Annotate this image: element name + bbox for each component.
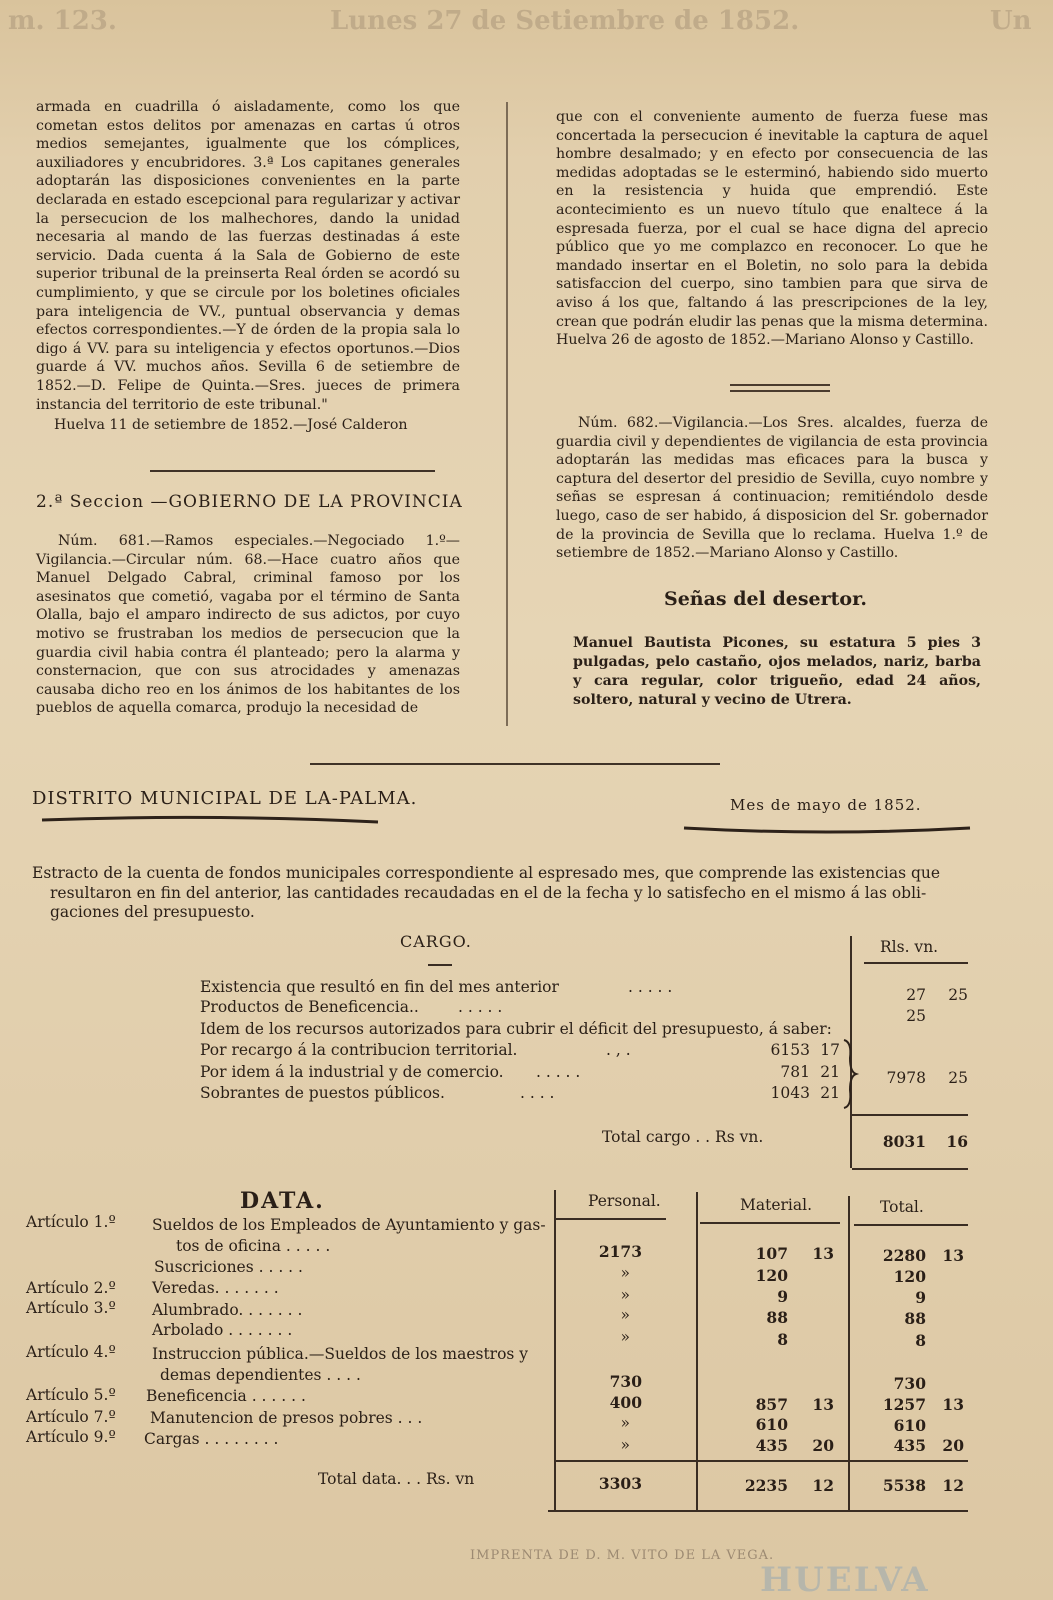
cargo-row-amount: 27 bbox=[906, 986, 926, 1004]
data-material-cents: 13 bbox=[812, 1395, 834, 1414]
notice-681-continued: que con el conveniente aumento de fuerza fuese mas concertada la persecucion é inevitable la captura de aquel hombre desalmado; y en efecto por consecuencia de las medidas adoptadas se le esterminó, habiendo sido muerto en la resistencia y huida que emprendió. Este acontecimiento es un nuevo título que enaltece á la espresada fuerza, por el cual se hace digna del aprecio público que yo me complazco en reconocer. Lo que he mandado insertar en el Boletin, no solo para la debida satisfaccion del cuerpo, sino tambien para que sirva de aviso á los que, faltando á las prescripciones de la ley, crean que podrán eludir las penas que la misma determina. Huelva 26 de agosto de 1852.—Mariano Alonso y Castillo. bbox=[556, 109, 988, 349]
masthead bbox=[0, 0, 1053, 42]
data-material-cents: 13 bbox=[812, 1244, 834, 1263]
cargo-row-dots: . . . . . bbox=[458, 998, 503, 1016]
cargo-row-dots: . . . . . bbox=[536, 1063, 581, 1081]
data-concept: Manutencion de presos pobres . . . bbox=[150, 1409, 423, 1427]
extract-line-1: Estracto de la cuenta de fondos municipales correspondiente al espresado mes, que comprende las existencias que bbox=[32, 864, 941, 882]
month-title: Mes de mayo de 1852. bbox=[730, 796, 922, 814]
masthead-date: Lunes 27 de Setiembre de 1852. bbox=[330, 6, 800, 36]
cargo-row-label: Por idem á la industrial y de comercio. bbox=[200, 1063, 504, 1081]
data-personal: » bbox=[620, 1414, 630, 1432]
data-personal: » bbox=[620, 1264, 630, 1282]
total-header-rule bbox=[854, 1224, 968, 1226]
data-personal: » bbox=[620, 1306, 630, 1324]
data-total: 120 bbox=[893, 1267, 926, 1286]
cargo-unit-underline bbox=[864, 962, 968, 964]
cargo-subtotal-cents: 25 bbox=[948, 1069, 968, 1087]
data-concept: Sueldos de los Empleados de Ayuntamiento y gas- bbox=[152, 1216, 546, 1234]
district-title: DISTRITO MUNICIPAL DE LA-PALMA. bbox=[32, 788, 418, 809]
col-personal-header: Personal. bbox=[588, 1192, 661, 1210]
data-personal: 2173 bbox=[598, 1242, 642, 1261]
section-break-rule bbox=[310, 763, 720, 765]
archive-stamp: HUELVA bbox=[760, 1560, 930, 1600]
cargo-row-label: Productos de Beneficencia.. bbox=[200, 998, 419, 1016]
cargo-bottom-rule bbox=[852, 1168, 968, 1170]
royal-order-signature: Huelva 11 de setiembre de 1852.—José Calderon bbox=[54, 417, 408, 434]
data-total: 9 bbox=[915, 1288, 926, 1307]
cargo-brace bbox=[842, 1038, 860, 1110]
extract-paragraph bbox=[32, 864, 982, 923]
cargo-unit-header: Rls. vn. bbox=[880, 938, 939, 956]
data-concept: Veredas. . . . . . . bbox=[152, 1279, 279, 1297]
cargo-row-amount: 6153 bbox=[770, 1041, 810, 1059]
data-total: 435 bbox=[893, 1436, 926, 1455]
data-concept: tos de oficina . . . . . bbox=[176, 1237, 331, 1255]
deserter-description: Manuel Bautista Picones, su estatura 5 pies 3 pulgadas, pelo castaño, ojos melados, nariz, barba y cara regular, color trigueño, edad 24 años, soltero, natural y vecino de Utrera. bbox=[573, 635, 981, 708]
data-rule-3 bbox=[848, 1196, 850, 1512]
cargo-row-amount: 781 bbox=[780, 1063, 810, 1081]
cargo-total-label: Total cargo . . Rs vn. bbox=[602, 1128, 764, 1146]
cargo-row-dots: . , . bbox=[606, 1041, 631, 1059]
data-concept: Suscriciones . . . . . bbox=[154, 1258, 303, 1276]
data-personal: » bbox=[620, 1436, 630, 1454]
data-article: Artículo 1.º bbox=[26, 1213, 116, 1231]
data-total: 610 bbox=[893, 1416, 926, 1435]
cargo-row-cents: 25 bbox=[948, 986, 968, 1004]
right-column bbox=[556, 108, 988, 350]
data-personal: 400 bbox=[609, 1393, 642, 1412]
data-total-cents: 13 bbox=[942, 1246, 964, 1265]
notice-682 bbox=[556, 414, 988, 563]
data-bottom-rule bbox=[548, 1510, 968, 1512]
notice-681-text: Núm. 681.—Ramos especiales.—Negociado 1.º—Vigilancia.—Circular núm. 68.—Hace cuatro años que Manuel Delgado Cabral, criminal famoso por los asesinatos que cometió, vagaba por el término de Santa Olalla, bajo el amparo indirecto de sus adictos, por cuyo motivo se frustraban los medios de persecucion que la guardia civil habia contra él planteado; pero la alarma y consternacion, que con sus atrocidades y amenazas causaba dicho reo en los ánimos de los habitantes de los pueblos de aquella comarca, produjo la necesidad de bbox=[36, 533, 460, 717]
data-personal: » bbox=[620, 1328, 630, 1346]
data-total: 88 bbox=[904, 1309, 926, 1328]
data-total-material: 2235 bbox=[744, 1476, 788, 1495]
cargo-row-label: Idem de los recursos autorizados para cubrir el déficit del presupuesto, á saber: bbox=[200, 1020, 832, 1038]
imprint-line: IMPRENTA DE D. M. VITO DE LA VEGA. bbox=[470, 1548, 775, 1563]
data-concept: Alumbrado. . . . . . . bbox=[152, 1301, 303, 1319]
cargo-subtotal-amount: 7978 bbox=[886, 1069, 926, 1087]
data-material: 120 bbox=[755, 1266, 788, 1285]
data-material: 88 bbox=[766, 1308, 788, 1327]
notice-681 bbox=[36, 532, 460, 718]
data-total: 2280 bbox=[882, 1246, 926, 1265]
data-material-cents: 20 bbox=[812, 1436, 834, 1455]
data-article: Artículo 4.º bbox=[26, 1343, 116, 1361]
extract-line-3: gaciones del presupuesto. bbox=[50, 903, 255, 921]
cargo-row-label: Sobrantes de puestos públicos. bbox=[200, 1084, 445, 1102]
personal-header-rule bbox=[556, 1218, 666, 1220]
masthead-right: Un bbox=[990, 6, 1032, 36]
data-rule-1 bbox=[554, 1190, 556, 1512]
data-material: 435 bbox=[755, 1436, 788, 1455]
data-personal: 730 bbox=[609, 1372, 642, 1391]
data-total-rule bbox=[556, 1460, 968, 1462]
col-material-header: Material. bbox=[740, 1196, 813, 1214]
data-total-cents: 20 bbox=[942, 1436, 964, 1455]
cargo-row-cents: 21 bbox=[820, 1063, 840, 1081]
data-material: 9 bbox=[777, 1287, 788, 1306]
data-total-total-cents: 12 bbox=[942, 1476, 964, 1495]
data-article: Artículo 3.º bbox=[26, 1299, 116, 1317]
deserter-heading: Señas del desertor. bbox=[664, 588, 867, 610]
notice-682-text: Núm. 682.—Vigilancia.—Los Sres. alcaldes, fuerza de guardia civil y dependientes de vigilancia de esta provincia adoptarán las medidas mas eficaces para la busca y captura del desertor del presidio de Sevilla, cuyo nombre y señas se espresan á continuacion; remitiéndolo desde luego, caso de ser habido, á disposicion del Sr. gobernador de la provincia de Sevilla que lo reclama. Huelva 1.º de setiembre de 1852.—Mariano Alonso y Castillo. bbox=[556, 415, 988, 562]
data-concept: Arbolado . . . . . . . bbox=[152, 1321, 293, 1339]
column-rule bbox=[506, 102, 508, 726]
data-material: 8 bbox=[777, 1330, 788, 1349]
short-divider bbox=[730, 384, 830, 392]
cargo-heading: CARGO. bbox=[400, 932, 472, 951]
masthead-number: m. 123. bbox=[8, 6, 117, 36]
cargo-row-cents: 17 bbox=[820, 1041, 840, 1059]
cargo-total-cents: 16 bbox=[946, 1132, 968, 1151]
data-concept: Beneficencia . . . . . . bbox=[146, 1387, 306, 1405]
cargo-row-dots: . . . . bbox=[520, 1084, 555, 1102]
cargo-heading-dash bbox=[428, 964, 452, 966]
data-total: 1257 bbox=[882, 1395, 926, 1414]
data-heading: DATA. bbox=[240, 1188, 325, 1214]
data-concept: demas dependientes . . . . bbox=[160, 1366, 361, 1384]
cargo-row-cents: 21 bbox=[820, 1084, 840, 1102]
data-concept: Cargas . . . . . . . . bbox=[144, 1430, 279, 1448]
data-total: 730 bbox=[893, 1374, 926, 1393]
data-material: 610 bbox=[755, 1415, 788, 1434]
left-column bbox=[36, 98, 460, 435]
data-article: Artículo 7.º bbox=[26, 1408, 116, 1426]
data-personal: » bbox=[620, 1286, 630, 1304]
data-article: Artículo 2.º bbox=[26, 1279, 116, 1297]
data-total-cents: 13 bbox=[942, 1395, 964, 1414]
cargo-total-amount: 8031 bbox=[882, 1132, 926, 1151]
material-header-rule bbox=[700, 1222, 840, 1224]
cargo-row-amount: 1043 bbox=[770, 1084, 810, 1102]
cargo-row-label: Existencia que resultó en fin del mes anterior bbox=[200, 978, 559, 996]
data-rule-2 bbox=[696, 1192, 698, 1512]
district-swash bbox=[40, 812, 380, 828]
data-total-personal: 3303 bbox=[598, 1474, 642, 1493]
data-total: 8 bbox=[915, 1331, 926, 1350]
month-swash bbox=[682, 822, 972, 838]
section-title: 2.ª Seccion —GOBIERNO DE LA PROVINCIA bbox=[36, 492, 463, 512]
extract-line-2: resultaron en fin del anterior, las cantidades recaudadas en el de la fecha y lo satisfecho en el mismo á las obli- bbox=[50, 883, 927, 902]
data-total-label: Total data. . . Rs. vn bbox=[318, 1470, 475, 1488]
cargo-row-amount: 25 bbox=[906, 1007, 926, 1025]
data-total-material-cents: 12 bbox=[812, 1476, 834, 1495]
cargo-row-dots: . . . . . bbox=[628, 978, 673, 996]
cargo-total-rule bbox=[852, 1114, 968, 1116]
cargo-row-label: Por recargo á la contribucion territorial. bbox=[200, 1041, 518, 1059]
data-concept: Instruccion pública.—Sueldos de los maestros y bbox=[152, 1345, 529, 1363]
data-material: 857 bbox=[755, 1395, 788, 1414]
left-divider bbox=[150, 470, 435, 472]
data-total-total: 5538 bbox=[882, 1476, 926, 1495]
royal-order-text: armada en cuadrilla ó aisladamente, como los que cometan estos delitos por amenazas en cartas ú otros medios semejantes, igualmente que los cómplices, auxiliadores y encubridores. 3.ª Los capitanes generales adoptarán las disposiciones convenientes en la parte declarada en estado escepcional para regularizar y activar la persecucion de los malhechores, dando la unidad necesaria al mando de las fuerzas destinadas á este servicio. Dada cuenta á la Sala de Gobierno de este superior tribunal de la preinserta Real órden se acordó su cumplimiento, y que se circule por los boletines oficiales para inteligencia de VV., puntual observancia y demas efectos correspondientes.—Y de órden de la propia sala lo digo á VV. para su inteligencia y efectos oportunos.—Dios guarde á VV. muchos años. Sevilla 6 de setiembre de 1852.—D. Felipe de Quinta.—Sres. jueces de primera instancia del territorio de este tribunal." bbox=[36, 99, 460, 413]
data-article: Artículo 9.º bbox=[26, 1428, 116, 1446]
col-total-header: Total. bbox=[880, 1198, 924, 1216]
data-material: 107 bbox=[755, 1244, 788, 1263]
data-article: Artículo 5.º bbox=[26, 1386, 116, 1404]
